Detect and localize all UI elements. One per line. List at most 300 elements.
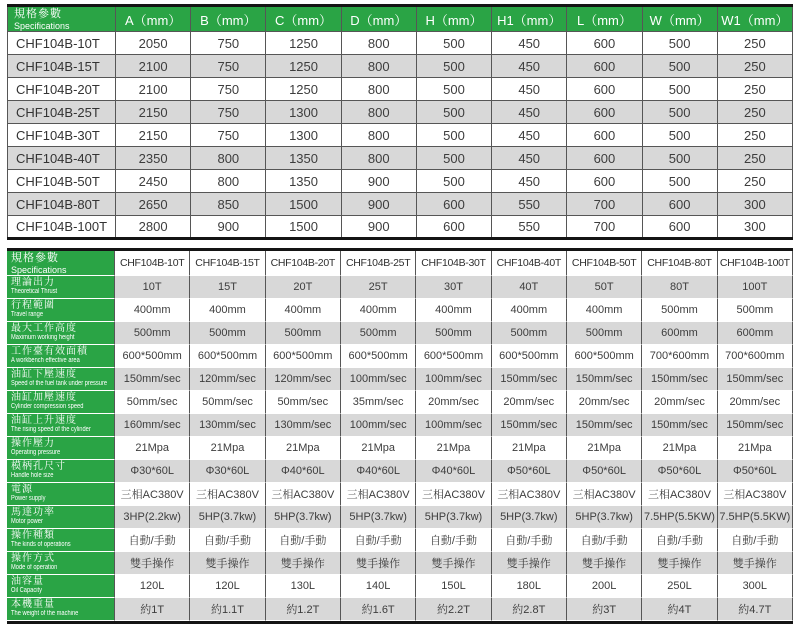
model-name: CHF104B-20T bbox=[8, 78, 116, 101]
dimension-value: 800 bbox=[341, 147, 416, 170]
dimension-value: 800 bbox=[341, 55, 416, 78]
spec-value: 30T bbox=[416, 276, 491, 299]
dimension-value: 600 bbox=[642, 216, 717, 239]
dimension-value: 250 bbox=[717, 170, 792, 193]
dimension-value: 500 bbox=[416, 147, 491, 170]
dimension-value: 700 bbox=[567, 193, 642, 216]
spec-row-label bbox=[7, 368, 115, 391]
spec-value: 21Mpa bbox=[492, 437, 567, 460]
dimension-value: 2100 bbox=[116, 55, 191, 78]
spec-value: 3HP(2.2kw) bbox=[115, 506, 190, 529]
spec-row-label-zh: 最大工作高度 bbox=[11, 323, 77, 335]
spec-value: 雙手操作 bbox=[642, 552, 717, 575]
table-row bbox=[8, 124, 793, 147]
spec-value: 150mm/sec bbox=[492, 414, 567, 437]
dimension-value: 800 bbox=[191, 170, 266, 193]
table-gap bbox=[7, 240, 793, 248]
spec-value: 20mm/sec bbox=[492, 391, 567, 414]
table-row bbox=[8, 216, 793, 239]
model-name: CHF104B-80T bbox=[8, 193, 116, 216]
table-row bbox=[8, 147, 793, 170]
dimension-value: 250 bbox=[717, 147, 792, 170]
spec-row-label-en: Speed of the fuel tank under pressure bbox=[11, 380, 108, 388]
spec-value: 約2.8T bbox=[492, 598, 567, 621]
dimension-value: 800 bbox=[191, 147, 266, 170]
model-column-header: CHF104B-100T bbox=[718, 251, 793, 276]
spec-value: Φ30*60L bbox=[115, 460, 190, 483]
spec-value: 100mm/sec bbox=[416, 414, 491, 437]
spec-value: 140L bbox=[341, 575, 416, 598]
spec-value: 150L bbox=[416, 575, 491, 598]
table-row bbox=[7, 345, 793, 368]
spec-value: 600*500mm bbox=[190, 345, 265, 368]
spec-row-label bbox=[7, 598, 115, 621]
model-name: CHF104B-10T bbox=[8, 32, 116, 55]
table-row bbox=[7, 460, 793, 483]
spec-value: 20mm/sec bbox=[567, 391, 642, 414]
spec-value: 500mm bbox=[115, 322, 190, 345]
spec-value: 600*500mm bbox=[341, 345, 416, 368]
spec-row-label-zh: 本機重量 bbox=[11, 599, 55, 611]
dimension-value: 500 bbox=[642, 147, 717, 170]
table-row bbox=[8, 170, 793, 193]
dimension-value: 900 bbox=[191, 216, 266, 239]
spec-value: 三相AC380V bbox=[266, 483, 341, 506]
spec-row-label-zh: 操作方式 bbox=[11, 553, 55, 565]
spec-value: Φ50*60L bbox=[492, 460, 567, 483]
spec-value: Φ50*60L bbox=[567, 460, 642, 483]
dimension-value: 500 bbox=[416, 78, 491, 101]
spec-row-label-en: Mode of operation bbox=[11, 564, 58, 572]
spec-value: 自動/手動 bbox=[642, 529, 717, 552]
spec-value: 400mm bbox=[567, 299, 642, 322]
dimension-value: 450 bbox=[492, 101, 567, 124]
dimension-value: 850 bbox=[191, 193, 266, 216]
spec-value: 雙手操作 bbox=[190, 552, 265, 575]
spec-row-label bbox=[7, 276, 115, 299]
dimension-value: 500 bbox=[416, 170, 491, 193]
dimension-value: 300 bbox=[717, 216, 792, 239]
spec-row-label-en: Motor power bbox=[11, 518, 43, 526]
spec-value: 500mm bbox=[567, 322, 642, 345]
table-row bbox=[7, 276, 793, 299]
dimension-value: 450 bbox=[492, 124, 567, 147]
dimension-value: 700 bbox=[567, 216, 642, 239]
spec-value: 三相AC380V bbox=[115, 483, 190, 506]
spec-row-label-zh: 電源 bbox=[11, 484, 33, 496]
model-column-header: CHF104B-25T bbox=[341, 251, 416, 276]
spec-value: 雙手操作 bbox=[492, 552, 567, 575]
table-row bbox=[8, 32, 793, 55]
dimension-value: 500 bbox=[642, 170, 717, 193]
spec-value: 三相AC380V bbox=[642, 483, 717, 506]
spec-value: 20T bbox=[266, 276, 341, 299]
spec-value: 5HP(3.7kw) bbox=[190, 506, 265, 529]
spec-value: 15T bbox=[190, 276, 265, 299]
spec-row-label bbox=[7, 391, 115, 414]
table-row bbox=[7, 322, 793, 345]
model-name: CHF104B-15T bbox=[8, 55, 116, 78]
dimension-value: 450 bbox=[492, 78, 567, 101]
dimension-column-header: C（mm） bbox=[266, 6, 341, 32]
dimension-value: 800 bbox=[341, 101, 416, 124]
spec-value: 約1T bbox=[115, 598, 190, 621]
dimension-column-header: A（mm） bbox=[116, 6, 191, 32]
model-name: CHF104B-100T bbox=[8, 216, 116, 239]
dimension-value: 450 bbox=[492, 32, 567, 55]
spec-value: 自動/手動 bbox=[266, 529, 341, 552]
spec-value: 自動/手動 bbox=[416, 529, 491, 552]
model-column-header: CHF104B-15T bbox=[190, 251, 265, 276]
spec-value: 400mm bbox=[115, 299, 190, 322]
spec-value: 約1.2T bbox=[266, 598, 341, 621]
spec-value: 35mm/sec bbox=[341, 391, 416, 414]
spec-value: 160mm/sec bbox=[115, 414, 190, 437]
spec-value: 600*500mm bbox=[416, 345, 491, 368]
spec-value: 約2.2T bbox=[416, 598, 491, 621]
table-row bbox=[7, 391, 793, 414]
spec-row-label-en: Handle hole size bbox=[11, 472, 54, 480]
spec-value: 150mm/sec bbox=[492, 368, 567, 391]
dimension-value: 600 bbox=[567, 124, 642, 147]
spec-value: 約3T bbox=[567, 598, 642, 621]
spec-value: 100mm/sec bbox=[341, 414, 416, 437]
table-row bbox=[7, 506, 793, 529]
spec-value: 700*600mm bbox=[718, 345, 793, 368]
spec-row-label-en: Power supply bbox=[11, 495, 46, 503]
spec-value: 三相AC380V bbox=[416, 483, 491, 506]
spec-row-label-en: Maximum working height bbox=[11, 334, 75, 342]
spec-corner-header-en: Specifications bbox=[14, 20, 70, 31]
dimension-value: 800 bbox=[341, 124, 416, 147]
dimension-value: 750 bbox=[191, 55, 266, 78]
spec-value: 20mm/sec bbox=[416, 391, 491, 414]
spec-row-label bbox=[7, 299, 115, 322]
dimension-value: 1500 bbox=[266, 193, 341, 216]
spec-value: 雙手操作 bbox=[718, 552, 793, 575]
spec-value: 50mm/sec bbox=[115, 391, 190, 414]
spec-row-label bbox=[7, 414, 115, 437]
spec-value: 600*500mm bbox=[115, 345, 190, 368]
dimension-column-header: H1（mm） bbox=[492, 6, 567, 32]
spec-value: 500mm bbox=[642, 299, 717, 322]
dimension-value: 500 bbox=[642, 101, 717, 124]
spec-value: 21Mpa bbox=[266, 437, 341, 460]
spec-value: 400mm bbox=[341, 299, 416, 322]
dimension-value: 500 bbox=[416, 124, 491, 147]
spec-value: Φ30*60L bbox=[190, 460, 265, 483]
spec-value: 約1.1T bbox=[190, 598, 265, 621]
dimension-value: 500 bbox=[642, 78, 717, 101]
spec-row-label-en: The kinds of operations bbox=[11, 541, 71, 549]
dimension-column-header: W（mm） bbox=[642, 6, 717, 32]
spec-value: Φ50*60L bbox=[642, 460, 717, 483]
spec-row-label bbox=[7, 529, 115, 552]
spec-value: 50T bbox=[567, 276, 642, 299]
dimension-value: 2050 bbox=[116, 32, 191, 55]
dimension-value: 600 bbox=[567, 101, 642, 124]
spec-value: 200L bbox=[567, 575, 642, 598]
spec-value: 自動/手動 bbox=[115, 529, 190, 552]
spec-value: 100mm/sec bbox=[416, 368, 491, 391]
spec-value: 25T bbox=[341, 276, 416, 299]
spec-value: 三相AC380V bbox=[718, 483, 793, 506]
dimension-value: 750 bbox=[191, 78, 266, 101]
dimension-value: 1250 bbox=[266, 55, 341, 78]
spec-value: 100mm/sec bbox=[341, 368, 416, 391]
spec-value: 自動/手動 bbox=[190, 529, 265, 552]
spec-row-label-en: Travel range bbox=[11, 311, 44, 319]
dimension-value: 600 bbox=[567, 55, 642, 78]
dimension-value: 2100 bbox=[116, 78, 191, 101]
spec-row-label-zh: 模柄孔尺寸 bbox=[11, 461, 66, 473]
spec-row-label-zh: 行程範圍 bbox=[11, 300, 55, 312]
dimension-value: 800 bbox=[341, 78, 416, 101]
dimension-value: 450 bbox=[492, 147, 567, 170]
spec-row-label-zh: 油容量 bbox=[11, 576, 44, 588]
spec-value: 130mm/sec bbox=[190, 414, 265, 437]
dimension-value: 600 bbox=[567, 170, 642, 193]
dimension-value: 550 bbox=[492, 193, 567, 216]
dimension-column-header: W1（mm） bbox=[717, 6, 792, 32]
dimension-value: 1250 bbox=[266, 78, 341, 101]
spec-value: 80T bbox=[642, 276, 717, 299]
table-row bbox=[8, 55, 793, 78]
model-column-header: CHF104B-80T bbox=[642, 251, 717, 276]
dimensions-header-row bbox=[8, 6, 793, 32]
spec-value: 約1.6T bbox=[341, 598, 416, 621]
spec-value: 5HP(3.7kw) bbox=[416, 506, 491, 529]
spec-value: 600*500mm bbox=[567, 345, 642, 368]
spec-value: 150mm/sec bbox=[642, 414, 717, 437]
spec-value: 21Mpa bbox=[341, 437, 416, 460]
model-column-header: CHF104B-30T bbox=[416, 251, 491, 276]
spec-value: 700*600mm bbox=[642, 345, 717, 368]
dimension-value: 1350 bbox=[266, 170, 341, 193]
spec-value: 600mm bbox=[642, 322, 717, 345]
dimension-column-header: D（mm） bbox=[341, 6, 416, 32]
dimension-value: 2800 bbox=[116, 216, 191, 239]
spec-value: Φ40*60L bbox=[341, 460, 416, 483]
spec-corner-header-zh: 規格參數 bbox=[14, 7, 62, 20]
spec-value: 約4T bbox=[642, 598, 717, 621]
spec-value: 21Mpa bbox=[115, 437, 190, 460]
model-name: CHF104B-25T bbox=[8, 101, 116, 124]
spec-value: 21Mpa bbox=[567, 437, 642, 460]
dimension-value: 500 bbox=[642, 124, 717, 147]
dimension-value: 500 bbox=[416, 32, 491, 55]
model-name: CHF104B-30T bbox=[8, 124, 116, 147]
dimension-value: 500 bbox=[642, 55, 717, 78]
dimension-value: 250 bbox=[717, 55, 792, 78]
spec-value: 雙手操作 bbox=[115, 552, 190, 575]
table-row bbox=[7, 414, 793, 437]
spec-row-label-en: Theoretical Thrust bbox=[11, 288, 58, 296]
spec-value: 21Mpa bbox=[642, 437, 717, 460]
spec-row-label-zh: 工作臺有效面積 bbox=[11, 346, 88, 358]
spec-value: 600mm bbox=[718, 322, 793, 345]
spec-value: 180L bbox=[492, 575, 567, 598]
spec-value: 120L bbox=[115, 575, 190, 598]
dimension-value: 1350 bbox=[266, 147, 341, 170]
spec-value: 21Mpa bbox=[718, 437, 793, 460]
spec-value: 40T bbox=[492, 276, 567, 299]
spec-row-label-en: Cylinder compression speed bbox=[11, 403, 84, 411]
spec-value: 三相AC380V bbox=[492, 483, 567, 506]
spec-value: 130mm/sec bbox=[266, 414, 341, 437]
spec-value: 雙手操作 bbox=[567, 552, 642, 575]
spec-value: 500mm bbox=[266, 322, 341, 345]
spec-value: 雙手操作 bbox=[341, 552, 416, 575]
table-row bbox=[8, 101, 793, 124]
dimension-value: 2150 bbox=[116, 101, 191, 124]
dimension-value: 1250 bbox=[266, 32, 341, 55]
spec-row-label-en: Oil Capacity bbox=[11, 587, 42, 595]
spec-value: 600*500mm bbox=[266, 345, 341, 368]
dimension-value: 600 bbox=[642, 193, 717, 216]
dimension-value: 900 bbox=[341, 170, 416, 193]
spec-value: 150mm/sec bbox=[567, 368, 642, 391]
spec-value: 500mm bbox=[492, 322, 567, 345]
spec-value: 自動/手動 bbox=[718, 529, 793, 552]
dimension-value: 750 bbox=[191, 124, 266, 147]
dimension-value: 1300 bbox=[266, 124, 341, 147]
table-row bbox=[7, 299, 793, 322]
spec-value: 5HP(3.7kw) bbox=[341, 506, 416, 529]
dimension-value: 2650 bbox=[116, 193, 191, 216]
table-row bbox=[8, 78, 793, 101]
spec-value: 20mm/sec bbox=[718, 391, 793, 414]
spec-row-label-en: The weight of the machine bbox=[11, 610, 79, 618]
dimension-value: 900 bbox=[341, 216, 416, 239]
spec-value: 5HP(3.7kw) bbox=[492, 506, 567, 529]
dimension-value: 1500 bbox=[266, 216, 341, 239]
spec-value: 50mm/sec bbox=[266, 391, 341, 414]
table-row bbox=[7, 552, 793, 575]
model-name: CHF104B-40T bbox=[8, 147, 116, 170]
spec-value: 500mm bbox=[416, 322, 491, 345]
dimension-value: 450 bbox=[492, 170, 567, 193]
spec-value: 500mm bbox=[190, 322, 265, 345]
spec-value: 雙手操作 bbox=[266, 552, 341, 575]
dimension-value: 600 bbox=[416, 193, 491, 216]
dimension-value: 600 bbox=[567, 147, 642, 170]
spec-value: 150mm/sec bbox=[718, 368, 793, 391]
dimension-value: 250 bbox=[717, 78, 792, 101]
model-column-header: CHF104B-40T bbox=[492, 251, 567, 276]
spec-row-label-zh: 油缸下壓速度 bbox=[11, 369, 77, 381]
dimension-value: 1300 bbox=[266, 101, 341, 124]
dimension-value: 250 bbox=[717, 101, 792, 124]
spec-row-label-en: Operating pressure bbox=[11, 449, 61, 457]
spec-value: 120mm/sec bbox=[190, 368, 265, 391]
spec-value: 400mm bbox=[492, 299, 567, 322]
dimension-value: 300 bbox=[717, 193, 792, 216]
spec-row-label-zh: 馬達功率 bbox=[11, 507, 55, 519]
dimension-value: 250 bbox=[717, 32, 792, 55]
dimension-value: 600 bbox=[567, 32, 642, 55]
spec-value: 50mm/sec bbox=[190, 391, 265, 414]
dimension-value: 750 bbox=[191, 101, 266, 124]
spec-value: 400mm bbox=[190, 299, 265, 322]
dimension-value: 750 bbox=[191, 32, 266, 55]
spec-corner-header-2-zh: 規格參數 bbox=[11, 251, 59, 264]
spec-value: 自動/手動 bbox=[341, 529, 416, 552]
dimension-value: 550 bbox=[492, 216, 567, 239]
dimension-value: 600 bbox=[416, 216, 491, 239]
spec-value: 120mm/sec bbox=[266, 368, 341, 391]
model-column-header: CHF104B-10T bbox=[115, 251, 190, 276]
spec-row-label bbox=[7, 552, 115, 575]
spec-value: 400mm bbox=[266, 299, 341, 322]
dimension-column-header: L（mm） bbox=[567, 6, 642, 32]
table-row bbox=[7, 368, 793, 391]
spec-value: 5HP(3.7kw) bbox=[266, 506, 341, 529]
spec-row-label bbox=[7, 437, 115, 460]
dimension-value: 500 bbox=[416, 101, 491, 124]
spec-value: 21Mpa bbox=[190, 437, 265, 460]
spec-value: 自動/手動 bbox=[567, 529, 642, 552]
spec-value: 10T bbox=[115, 276, 190, 299]
spec-value: Φ50*60L bbox=[718, 460, 793, 483]
model-name: CHF104B-50T bbox=[8, 170, 116, 193]
spec-row-label bbox=[7, 460, 115, 483]
dimension-value: 2150 bbox=[116, 124, 191, 147]
spec-value: 20mm/sec bbox=[642, 391, 717, 414]
table-row bbox=[7, 483, 793, 506]
dimension-value: 2450 bbox=[116, 170, 191, 193]
spec-value: 130L bbox=[266, 575, 341, 598]
dimension-column-header: H（mm） bbox=[416, 6, 491, 32]
spec-value: 500mm bbox=[341, 322, 416, 345]
table-row bbox=[7, 529, 793, 552]
spec-value: 約4.7T bbox=[718, 598, 793, 621]
specifications-table bbox=[7, 248, 793, 624]
spec-row-label bbox=[7, 322, 115, 345]
spec-value: 150mm/sec bbox=[642, 368, 717, 391]
table-row bbox=[8, 193, 793, 216]
spec-value: 100T bbox=[718, 276, 793, 299]
spec-value: 300L bbox=[718, 575, 793, 598]
spec-value: 150mm/sec bbox=[115, 368, 190, 391]
spec-value: 三相AC380V bbox=[341, 483, 416, 506]
spec-value: 5HP(3.7kw) bbox=[567, 506, 642, 529]
spec-value: 21Mpa bbox=[416, 437, 491, 460]
dimension-value: 800 bbox=[341, 32, 416, 55]
spec-row-label-zh: 油缸加壓速度 bbox=[11, 392, 77, 404]
spec-value: 7.5HP(5.5KW) bbox=[642, 506, 717, 529]
specifications-header-row bbox=[7, 251, 793, 276]
spec-corner-header-2 bbox=[7, 251, 115, 276]
dimension-value: 600 bbox=[567, 78, 642, 101]
dimension-value: 250 bbox=[717, 124, 792, 147]
spec-value: 三相AC380V bbox=[190, 483, 265, 506]
spec-row-label bbox=[7, 506, 115, 529]
spec-value: 600*500mm bbox=[492, 345, 567, 368]
spec-row-label-zh: 油缸上升速度 bbox=[11, 415, 77, 427]
spec-value: 500mm bbox=[718, 299, 793, 322]
model-column-header: CHF104B-50T bbox=[567, 251, 642, 276]
spec-row-label bbox=[7, 575, 115, 598]
dimension-value: 500 bbox=[416, 55, 491, 78]
table-row bbox=[7, 575, 793, 598]
spec-value: 150mm/sec bbox=[718, 414, 793, 437]
spec-value: Φ40*60L bbox=[266, 460, 341, 483]
spec-value: 400mm bbox=[416, 299, 491, 322]
spec-value: 自動/手動 bbox=[492, 529, 567, 552]
spec-row-label-en: The rising speed of the cylinder bbox=[11, 426, 91, 434]
dimension-value: 500 bbox=[642, 32, 717, 55]
